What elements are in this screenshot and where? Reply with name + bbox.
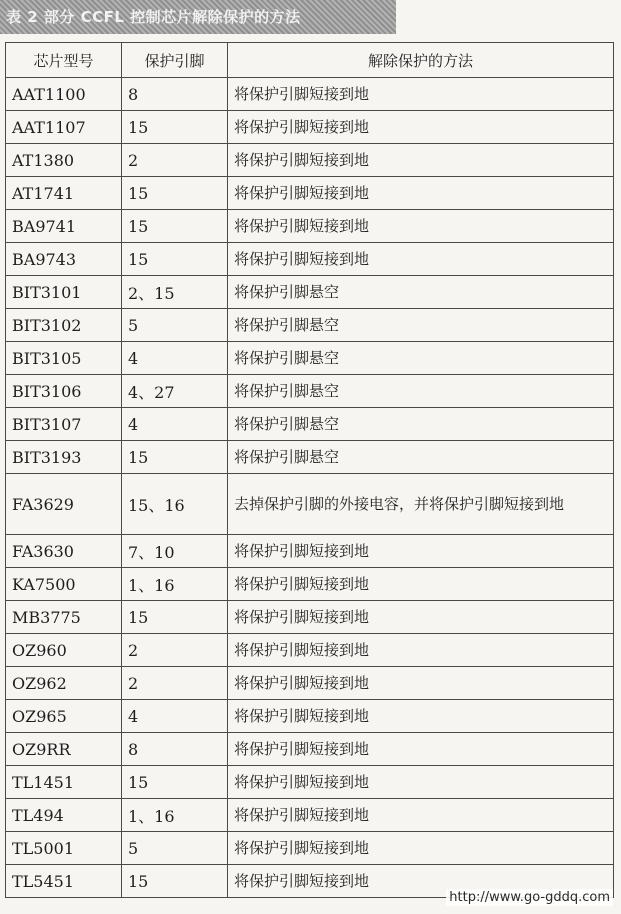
cell-unlock-method: 将保护引脚悬空 — [228, 276, 614, 309]
cell-protect-pin: 15 — [122, 111, 228, 144]
cell-chip-model: AAT1100 — [6, 78, 122, 111]
cell-chip-model: BIT3102 — [6, 309, 122, 342]
table-container — [5, 42, 613, 898]
header-protect-pin: 保护引脚 — [122, 43, 228, 78]
cell-chip-model: BIT3105 — [6, 342, 122, 375]
table-row — [6, 474, 614, 535]
cell-chip-model: TL5451 — [6, 865, 122, 898]
table-row — [6, 177, 614, 210]
cell-protect-pin: 2 — [122, 667, 228, 700]
cell-protect-pin: 1、16 — [122, 799, 228, 832]
cell-protect-pin: 7、10 — [122, 535, 228, 568]
cell-protect-pin: 15 — [122, 766, 228, 799]
table-row — [6, 78, 614, 111]
cell-chip-model: AT1741 — [6, 177, 122, 210]
table-row — [6, 144, 614, 177]
cell-unlock-method: 将保护引脚短接到地 — [228, 832, 614, 865]
table-row — [6, 733, 614, 766]
cell-chip-model: AAT1107 — [6, 111, 122, 144]
cell-chip-model: BIT3106 — [6, 375, 122, 408]
cell-protect-pin: 8 — [122, 78, 228, 111]
cell-unlock-method: 将保护引脚短接到地 — [228, 177, 614, 210]
cell-chip-model: BIT3101 — [6, 276, 122, 309]
cell-unlock-method: 将保护引脚短接到地 — [228, 766, 614, 799]
cell-protect-pin: 15 — [122, 243, 228, 276]
table-row — [6, 408, 614, 441]
cell-unlock-method: 将保护引脚短接到地 — [228, 799, 614, 832]
cell-unlock-method: 将保护引脚悬空 — [228, 309, 614, 342]
cell-unlock-method: 将保护引脚短接到地 — [228, 535, 614, 568]
cell-protect-pin: 15、16 — [122, 474, 228, 535]
cell-chip-model: BA9741 — [6, 210, 122, 243]
cell-protect-pin: 2 — [122, 634, 228, 667]
table-row — [6, 832, 614, 865]
table-row — [6, 535, 614, 568]
cell-chip-model: TL5001 — [6, 832, 122, 865]
cell-unlock-method: 将保护引脚短接到地 — [228, 111, 614, 144]
cell-protect-pin: 15 — [122, 177, 228, 210]
cell-unlock-method: 将保护引脚短接到地 — [228, 667, 614, 700]
cell-protect-pin: 5 — [122, 832, 228, 865]
table-row — [6, 243, 614, 276]
header-chip-model: 芯片型号 — [6, 43, 122, 78]
cell-protect-pin: 2、15 — [122, 276, 228, 309]
cell-unlock-method: 将保护引脚短接到地 — [228, 733, 614, 766]
cell-protect-pin: 4 — [122, 408, 228, 441]
table-row — [6, 111, 614, 144]
table-row — [6, 375, 614, 408]
cell-chip-model: KA7500 — [6, 568, 122, 601]
table-row — [6, 601, 614, 634]
cell-unlock-method: 将保护引脚悬空 — [228, 342, 614, 375]
cell-unlock-method: 将保护引脚短接到地 — [228, 568, 614, 601]
cell-unlock-method: 将保护引脚短接到地 — [228, 78, 614, 111]
site-watermark: http://www.go-gddq.com — [446, 889, 613, 906]
cell-chip-model: OZ960 — [6, 634, 122, 667]
cell-protect-pin: 15 — [122, 601, 228, 634]
cell-chip-model: TL494 — [6, 799, 122, 832]
cell-unlock-method: 将保护引脚短接到地 — [228, 210, 614, 243]
cell-chip-model: MB3775 — [6, 601, 122, 634]
table-row — [6, 634, 614, 667]
protection-table — [5, 42, 614, 898]
table-row — [6, 766, 614, 799]
cell-protect-pin: 4 — [122, 700, 228, 733]
cell-chip-model: FA3629 — [6, 474, 122, 535]
table-caption: 表 2 部分 CCFL 控制芯片解除保护的方法 — [0, 0, 396, 34]
cell-protect-pin: 15 — [122, 865, 228, 898]
cell-chip-model: OZ962 — [6, 667, 122, 700]
table-row — [6, 276, 614, 309]
cell-chip-model: BIT3107 — [6, 408, 122, 441]
cell-chip-model: AT1380 — [6, 144, 122, 177]
cell-chip-model: BIT3193 — [6, 441, 122, 474]
cell-unlock-method: 将保护引脚悬空 — [228, 408, 614, 441]
cell-protect-pin: 2 — [122, 144, 228, 177]
table-row — [6, 309, 614, 342]
table-row — [6, 441, 614, 474]
table-row — [6, 700, 614, 733]
cell-chip-model: OZ965 — [6, 700, 122, 733]
cell-protect-pin: 4 — [122, 342, 228, 375]
cell-protect-pin: 5 — [122, 309, 228, 342]
table-row — [6, 568, 614, 601]
cell-unlock-method: 将保护引脚短接到地 — [228, 700, 614, 733]
cell-protect-pin: 15 — [122, 441, 228, 474]
cell-unlock-method: 将保护引脚短接到地 — [228, 865, 614, 898]
table-row — [6, 667, 614, 700]
cell-chip-model: FA3630 — [6, 535, 122, 568]
table-row — [6, 342, 614, 375]
cell-unlock-method: 将保护引脚悬空 — [228, 375, 614, 408]
table-row — [6, 210, 614, 243]
cell-unlock-method: 去掉保护引脚的外接电容，并将保护引脚短接到地 — [228, 474, 614, 535]
table-body — [6, 78, 614, 898]
table-row — [6, 799, 614, 832]
cell-chip-model: TL1451 — [6, 766, 122, 799]
cell-chip-model: BA9743 — [6, 243, 122, 276]
cell-unlock-method: 将保护引脚短接到地 — [228, 601, 614, 634]
table-header-row — [6, 43, 614, 78]
cell-protect-pin: 8 — [122, 733, 228, 766]
cell-unlock-method: 将保护引脚短接到地 — [228, 634, 614, 667]
cell-unlock-method: 将保护引脚短接到地 — [228, 144, 614, 177]
cell-protect-pin: 1、16 — [122, 568, 228, 601]
cell-protect-pin: 4、27 — [122, 375, 228, 408]
cell-unlock-method: 将保护引脚悬空 — [228, 441, 614, 474]
cell-unlock-method: 将保护引脚短接到地 — [228, 243, 614, 276]
cell-protect-pin: 15 — [122, 210, 228, 243]
header-unlock-method: 解除保护的方法 — [228, 43, 614, 78]
cell-chip-model: OZ9RR — [6, 733, 122, 766]
